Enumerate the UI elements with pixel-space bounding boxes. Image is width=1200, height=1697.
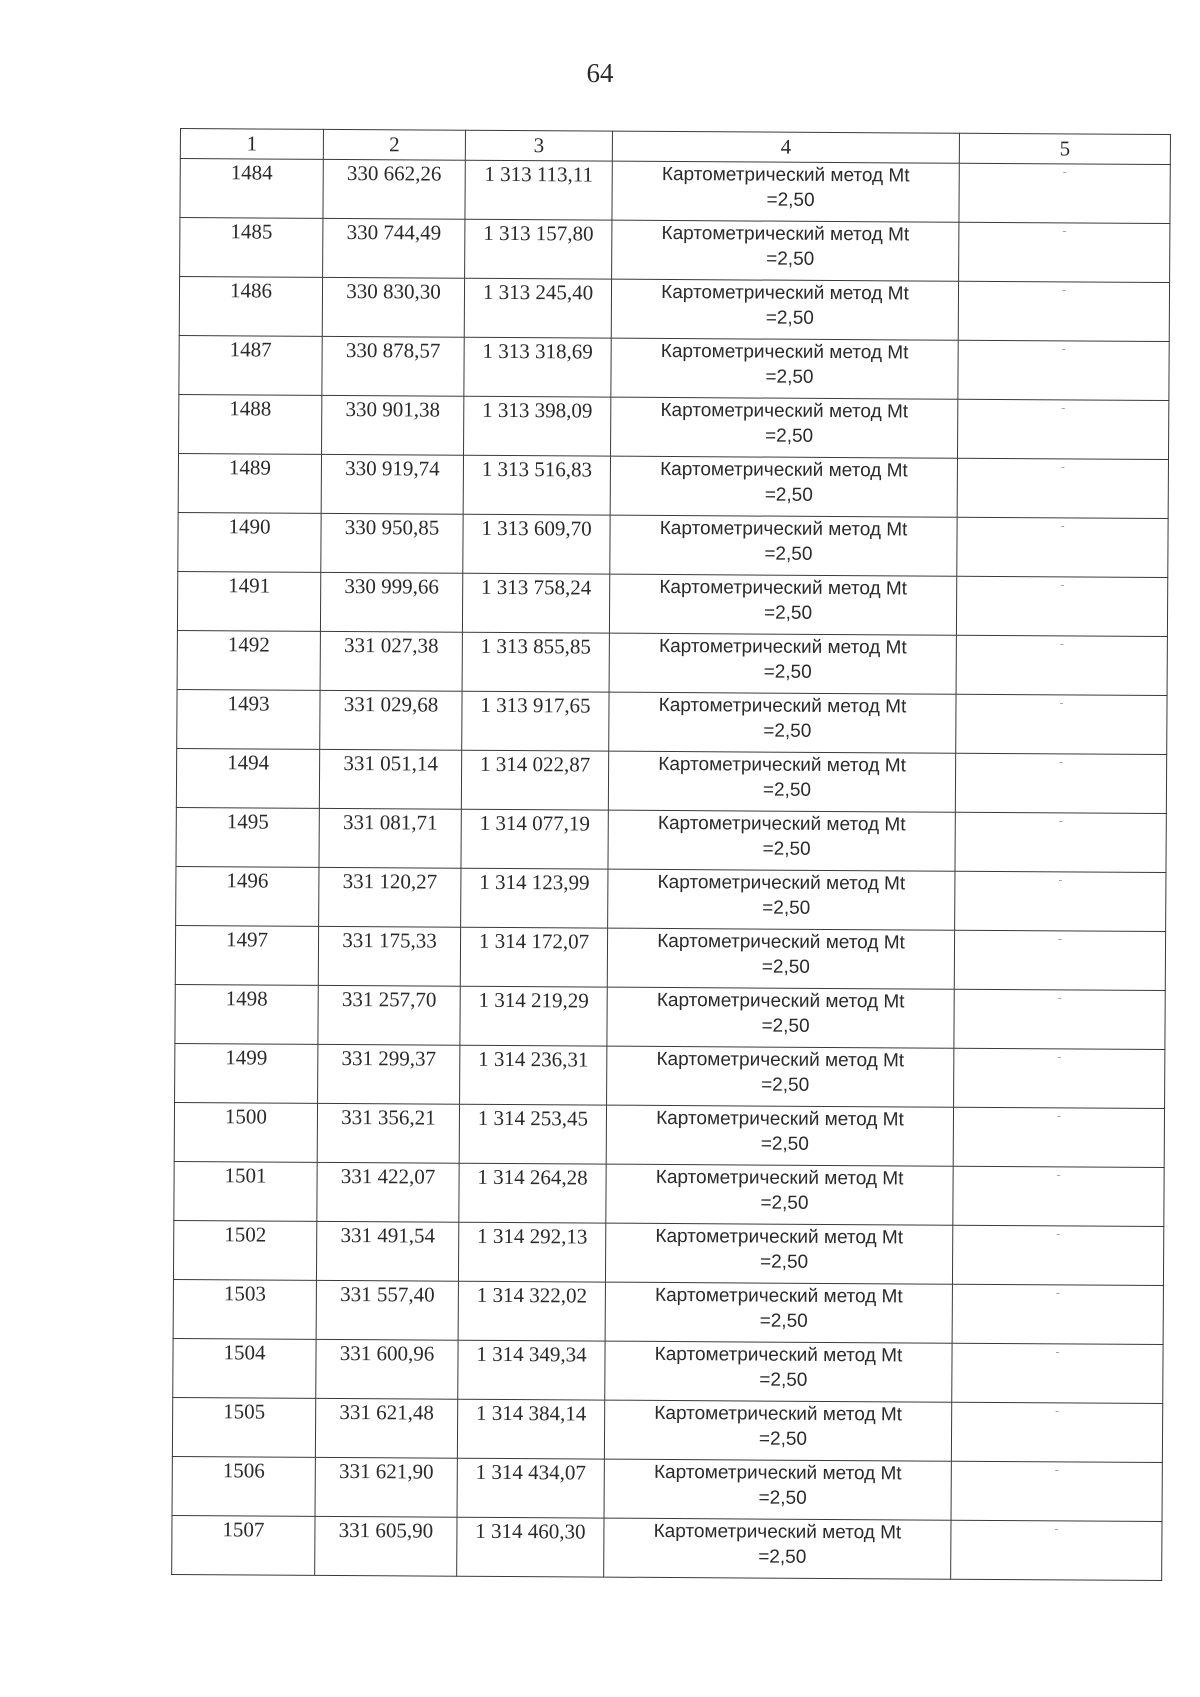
point-number: 1497 — [175, 925, 318, 985]
coordinate-y: 1 314 123,99 — [461, 868, 608, 928]
coordinate-y: 1 313 398,09 — [464, 396, 611, 456]
coordinate-x: 330 830,30 — [322, 277, 464, 337]
coordinate-y: 1 313 113,11 — [465, 160, 612, 220]
method-text: Картометрический метод Mt — [656, 1048, 905, 1072]
table-row — [172, 1397, 1162, 1462]
coordinate-y: 1 313 609,70 — [463, 514, 610, 574]
coordinate-y: 1 313 917,65 — [462, 691, 609, 751]
point-number: 1507 — [172, 1515, 315, 1575]
accuracy-value: =2,50 — [765, 425, 814, 447]
column-header-4: 4 — [612, 131, 959, 163]
method-text: Картометрический метод Mt — [661, 163, 910, 187]
method-cell — [611, 397, 958, 458]
coordinate-y: 1 314 434,07 — [457, 1458, 604, 1518]
note-cell: - — [957, 517, 1168, 577]
table-row — [177, 630, 1167, 695]
note-cell: - — [955, 812, 1166, 872]
method-cell — [608, 810, 955, 871]
accuracy-value: =2,50 — [759, 1369, 808, 1391]
note-cell: - — [959, 222, 1170, 282]
coordinate-y: 1 313 245,40 — [464, 278, 611, 338]
accuracy-value: =2,50 — [759, 1310, 808, 1332]
coordinate-x: 331 051,14 — [319, 749, 461, 809]
point-number: 1493 — [177, 689, 320, 749]
coordinate-x: 331 621,48 — [315, 1398, 457, 1458]
coordinate-y: 1 314 253,45 — [459, 1104, 606, 1164]
coordinate-y: 1 313 758,24 — [462, 573, 609, 633]
method-text: Картометрический метод Mt — [655, 1284, 903, 1308]
coordinate-y: 1 313 318,69 — [464, 337, 611, 397]
note-cell: - — [958, 281, 1169, 341]
point-number: 1496 — [176, 866, 319, 926]
accuracy-value: =2,50 — [758, 1428, 808, 1450]
point-number: 1498 — [175, 984, 318, 1044]
coordinate-x: 331 491,54 — [316, 1221, 458, 1281]
method-text: Картометрический метод Mt — [659, 576, 908, 600]
point-number: 1491 — [177, 571, 320, 631]
note-cell: - — [953, 1107, 1164, 1167]
column-header-2: 2 — [323, 129, 465, 160]
table-row — [172, 1515, 1162, 1580]
method-cell — [609, 574, 956, 635]
coordinate-x: 330 999,66 — [320, 572, 462, 632]
table-row — [178, 453, 1168, 518]
method-cell — [609, 692, 956, 753]
accuracy-value: =2,50 — [763, 661, 812, 683]
accuracy-value: =2,50 — [763, 720, 812, 742]
method-text: Картометрический метод Mt — [657, 812, 906, 836]
coordinate-y: 1 314 022,87 — [461, 750, 608, 810]
coordinate-x: 331 299,37 — [318, 1044, 460, 1104]
method-text: Картометрический метод Mt — [661, 222, 910, 246]
method-cell — [604, 1400, 951, 1461]
coordinate-x: 330 744,49 — [323, 218, 465, 278]
coordinate-x: 331 600,96 — [316, 1339, 458, 1399]
page-number: 64 — [586, 58, 614, 88]
note-cell: - — [951, 1461, 1162, 1521]
method-text: Картометрический метод Mt — [661, 281, 909, 305]
method-cell — [607, 1046, 954, 1107]
note-cell: - — [952, 1343, 1163, 1403]
method-text: Картометрический метод Mt — [660, 399, 909, 423]
method-cell — [610, 515, 957, 576]
accuracy-value: =2,50 — [765, 307, 814, 329]
point-number: 1494 — [176, 748, 319, 808]
method-cell — [609, 633, 956, 694]
table-row — [179, 394, 1169, 459]
accuracy-value: =2,50 — [758, 1487, 807, 1509]
table-row — [173, 1338, 1163, 1403]
accuracy-value: =2,50 — [763, 602, 813, 624]
method-text: Картометрический метод Mt — [659, 517, 908, 541]
method-text: Картометрический метод Mt — [653, 1520, 902, 1544]
note-cell: - — [956, 635, 1167, 695]
accuracy-value: =2,50 — [761, 956, 810, 978]
coordinate-x: 331 605,90 — [315, 1516, 457, 1576]
table-row — [172, 1456, 1162, 1521]
table-row — [180, 159, 1170, 224]
note-cell: - — [953, 1166, 1164, 1226]
method-cell — [610, 456, 957, 517]
point-number: 1490 — [178, 512, 321, 572]
accuracy-value: =2,50 — [761, 1015, 810, 1037]
table-row — [176, 866, 1166, 931]
point-number: 1484 — [180, 159, 323, 219]
coordinate-x: 330 662,26 — [323, 159, 465, 219]
table-row — [175, 984, 1165, 1049]
method-text: Картометрический метод Mt — [658, 635, 907, 659]
coordinate-y: 1 314 172,07 — [460, 927, 607, 987]
method-text: Картометрический метод Mt — [658, 694, 907, 718]
point-number: 1500 — [174, 1102, 317, 1162]
coordinate-x: 331 422,07 — [317, 1162, 459, 1222]
note-cell: - — [958, 340, 1169, 400]
method-text: Картометрический метод Mt — [653, 1461, 902, 1485]
accuracy-value: =2,50 — [759, 1251, 809, 1273]
point-number: 1499 — [175, 1043, 318, 1103]
method-cell — [612, 220, 959, 281]
method-text: Картометрический метод Mt — [660, 340, 909, 364]
note-cell: - — [956, 576, 1167, 636]
method-cell — [611, 279, 958, 340]
coordinate-x: 330 950,85 — [321, 513, 463, 573]
method-cell — [606, 1105, 953, 1166]
note-cell: - — [955, 871, 1166, 931]
coordinate-x: 330 919,74 — [321, 454, 463, 514]
point-number: 1486 — [179, 277, 322, 337]
note-cell: - — [952, 1284, 1163, 1344]
method-text: Картометрический метод Mt — [655, 1166, 904, 1190]
table-row — [175, 1043, 1165, 1108]
coordinate-x: 331 027,38 — [320, 631, 462, 691]
coordinate-y: 1 314 077,19 — [461, 809, 608, 869]
coordinate-x: 330 878,57 — [322, 336, 464, 396]
table-row — [173, 1279, 1163, 1344]
note-cell: - — [954, 1048, 1165, 1108]
accuracy-value: =2,50 — [758, 1546, 807, 1568]
coordinate-x: 331 081,71 — [319, 808, 461, 868]
method-cell — [604, 1459, 951, 1520]
note-cell: - — [954, 989, 1165, 1049]
method-cell — [607, 987, 954, 1048]
table-row — [175, 925, 1165, 990]
coordinate-y: 1 314 292,13 — [458, 1222, 605, 1282]
coordinate-x: 331 175,33 — [318, 926, 460, 986]
point-number: 1492 — [177, 630, 320, 690]
coordinate-x: 331 029,68 — [320, 690, 462, 750]
table-row — [178, 512, 1168, 577]
point-number: 1504 — [173, 1338, 316, 1398]
note-cell: - — [959, 163, 1170, 223]
method-cell — [612, 161, 959, 222]
coordinate-x: 331 557,40 — [316, 1280, 458, 1340]
coordinate-y: 1 313 855,85 — [462, 632, 609, 692]
accuracy-value: =2,50 — [762, 897, 811, 919]
table-row — [173, 1220, 1163, 1285]
point-number: 1502 — [173, 1220, 316, 1280]
method-text: Картометрический метод Mt — [660, 458, 908, 482]
column-header-3: 3 — [465, 130, 612, 161]
coordinate-y: 1 314 264,28 — [459, 1163, 606, 1223]
point-number: 1501 — [174, 1161, 317, 1221]
method-text: Картометрический метод Mt — [657, 871, 906, 895]
method-cell — [605, 1223, 952, 1284]
point-number: 1495 — [176, 807, 319, 867]
method-cell — [605, 1282, 952, 1343]
table-row — [174, 1161, 1164, 1226]
coordinate-y: 1 314 349,34 — [458, 1340, 605, 1400]
accuracy-value: =2,50 — [765, 366, 814, 388]
coordinate-y: 1 314 219,29 — [460, 986, 607, 1046]
point-number: 1488 — [179, 394, 322, 454]
coordinate-x: 331 257,70 — [318, 985, 460, 1045]
method-text: Картометрический метод Mt — [655, 1225, 904, 1249]
point-number: 1485 — [180, 218, 323, 278]
coordinate-y: 1 314 322,02 — [458, 1281, 605, 1341]
accuracy-value: =2,50 — [764, 484, 813, 506]
table-row — [176, 807, 1166, 872]
method-cell — [611, 338, 958, 399]
column-header-1: 1 — [180, 129, 323, 160]
table-row — [177, 571, 1167, 636]
method-text: Картометрический метод Mt — [654, 1402, 903, 1426]
method-text: Картометрический метод Mt — [654, 1343, 903, 1367]
note-cell: - — [951, 1520, 1162, 1580]
column-header-5: 5 — [959, 133, 1170, 164]
coordinates-table — [171, 128, 1171, 1581]
coordinate-y: 1 314 236,31 — [460, 1045, 607, 1105]
method-cell — [605, 1341, 952, 1402]
method-cell — [604, 1518, 951, 1579]
coordinate-y: 1 313 516,83 — [463, 455, 610, 515]
table-row — [176, 748, 1166, 813]
point-number: 1503 — [173, 1279, 316, 1339]
method-text: Картометрический метод Mt — [657, 930, 905, 954]
note-cell: - — [951, 1402, 1162, 1462]
note-cell: - — [957, 399, 1168, 459]
accuracy-value: =2,50 — [762, 838, 811, 860]
note-cell: - — [956, 694, 1167, 754]
method-cell — [607, 928, 954, 989]
point-number: 1505 — [172, 1397, 315, 1457]
note-cell: - — [954, 930, 1165, 990]
method-text: Картометрический метод Mt — [656, 1107, 904, 1131]
accuracy-value: =2,50 — [764, 543, 813, 565]
point-number: 1489 — [178, 453, 321, 513]
method-cell — [606, 1164, 953, 1225]
point-number: 1506 — [172, 1456, 315, 1516]
accuracy-value: =2,50 — [766, 248, 815, 270]
method-cell — [608, 869, 955, 930]
accuracy-value: =2,50 — [766, 189, 815, 211]
table-row — [179, 335, 1169, 400]
note-cell: - — [957, 458, 1168, 518]
coordinate-x: 331 356,21 — [317, 1103, 459, 1163]
note-cell: - — [952, 1225, 1163, 1285]
point-number: 1487 — [179, 335, 322, 395]
coordinate-y: 1 314 460,30 — [457, 1517, 604, 1577]
coordinate-y: 1 314 384,14 — [457, 1399, 604, 1459]
coordinate-x: 331 621,90 — [315, 1457, 457, 1517]
table-row — [177, 689, 1167, 754]
coordinate-x: 330 901,38 — [322, 395, 464, 455]
table-row — [180, 218, 1170, 283]
method-text: Картометрический метод Mt — [656, 989, 905, 1013]
coordinate-y: 1 313 157,80 — [465, 219, 612, 279]
method-cell — [608, 751, 955, 812]
table-row — [179, 277, 1169, 342]
accuracy-value: =2,50 — [762, 779, 812, 801]
accuracy-value: =2,50 — [760, 1133, 809, 1155]
accuracy-value: =2,50 — [761, 1074, 810, 1096]
note-cell: - — [955, 753, 1166, 813]
method-text: Картометрический метод Mt — [658, 753, 906, 777]
table-row — [174, 1102, 1164, 1167]
accuracy-value: =2,50 — [760, 1192, 809, 1214]
coordinate-x: 331 120,27 — [319, 867, 461, 927]
